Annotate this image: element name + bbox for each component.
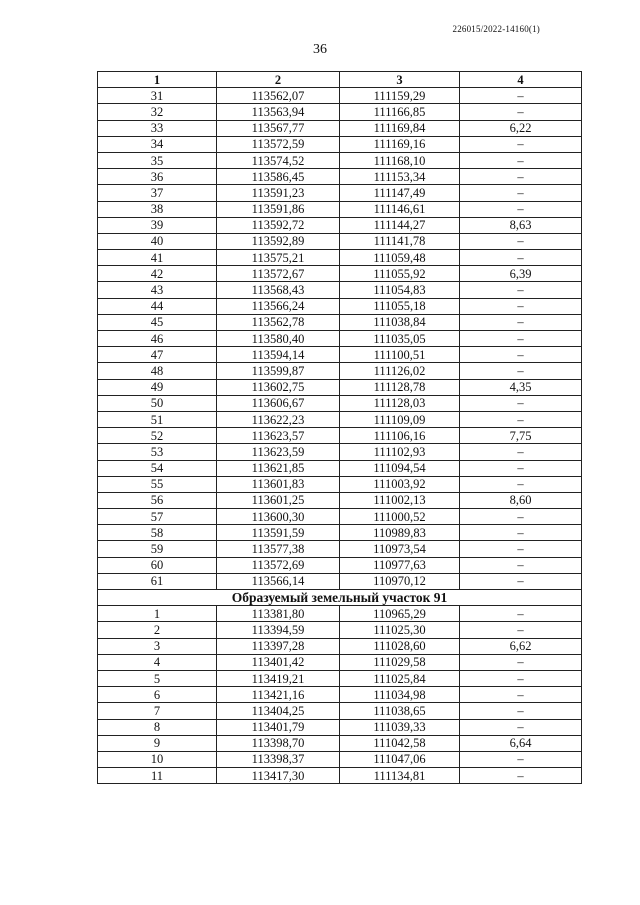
table-cell: 110989,83 [340, 525, 460, 541]
table-cell: 49 [98, 379, 217, 395]
table-cell: 111025,84 [340, 670, 460, 686]
table-row [98, 638, 582, 654]
table-row [98, 476, 582, 492]
table-cell: 113600,30 [217, 509, 340, 525]
table-cell: 113572,67 [217, 266, 340, 282]
table-cell: – [460, 557, 582, 573]
table-row [98, 120, 582, 136]
table-cell: 8,60 [460, 492, 582, 508]
table-cell: 111002,13 [340, 492, 460, 508]
table-cell: 2 [98, 622, 217, 638]
table-cell: 52 [98, 428, 217, 444]
table-cell: 113419,21 [217, 670, 340, 686]
table-cell: – [460, 282, 582, 298]
table-row [98, 266, 582, 282]
table-cell: 111144,27 [340, 217, 460, 233]
table-cell: 113592,89 [217, 233, 340, 249]
table-cell: 4,35 [460, 379, 582, 395]
table-cell: 113591,86 [217, 201, 340, 217]
table-row [98, 152, 582, 168]
table-cell: 111025,30 [340, 622, 460, 638]
table-cell: 113404,25 [217, 703, 340, 719]
table-cell: 111126,02 [340, 363, 460, 379]
table-cell: 111169,16 [340, 136, 460, 152]
table-cell: 8 [98, 719, 217, 735]
table-cell: 113566,14 [217, 573, 340, 589]
table-cell: 111038,84 [340, 314, 460, 330]
table-cell: 58 [98, 525, 217, 541]
table-cell: – [460, 185, 582, 201]
table-cell: 6,62 [460, 638, 582, 654]
table-cell: 38 [98, 201, 217, 217]
table-cell: 4 [98, 654, 217, 670]
table-cell: 113602,75 [217, 379, 340, 395]
section-title: Образуемый земельный участок 91 [98, 590, 582, 606]
table-row [98, 363, 582, 379]
table-cell: – [460, 703, 582, 719]
table-cell: 51 [98, 411, 217, 427]
table-row [98, 703, 582, 719]
table-cell: 113566,24 [217, 298, 340, 314]
table-cell: – [460, 411, 582, 427]
table-row [98, 768, 582, 784]
table-cell: – [460, 201, 582, 217]
table-cell: – [460, 606, 582, 622]
table-cell: 55 [98, 476, 217, 492]
table-cell: 113574,52 [217, 152, 340, 168]
table-cell: 113572,59 [217, 136, 340, 152]
table-row [98, 687, 582, 703]
table-cell: 111146,61 [340, 201, 460, 217]
table-cell: 111055,92 [340, 266, 460, 282]
table-cell: 6,22 [460, 120, 582, 136]
table-cell: 35 [98, 152, 217, 168]
table-cell: 36 [98, 169, 217, 185]
table-cell: 113417,30 [217, 768, 340, 784]
table-row [98, 525, 582, 541]
table-cell: 48 [98, 363, 217, 379]
table-cell: 113586,45 [217, 169, 340, 185]
column-header: 2 [217, 72, 340, 88]
table-row [98, 104, 582, 120]
table-cell: 110977,63 [340, 557, 460, 573]
table-cell: – [460, 298, 582, 314]
table-cell: 110970,12 [340, 573, 460, 589]
table-cell: – [460, 541, 582, 557]
table-cell: 113397,28 [217, 638, 340, 654]
table-cell: 111055,18 [340, 298, 460, 314]
table-cell: 46 [98, 331, 217, 347]
table-cell: 111169,84 [340, 120, 460, 136]
table-cell: 111000,52 [340, 509, 460, 525]
table-cell: 113591,23 [217, 185, 340, 201]
table-cell: 7,75 [460, 428, 582, 444]
table-cell: 56 [98, 492, 217, 508]
table-cell: 111042,58 [340, 735, 460, 751]
table-cell: 11 [98, 768, 217, 784]
table-cell: 113381,80 [217, 606, 340, 622]
table-cell: 40 [98, 233, 217, 249]
table-cell: 113606,67 [217, 395, 340, 411]
table-row [98, 88, 582, 104]
table-cell: 111029,58 [340, 654, 460, 670]
table-row [98, 185, 582, 201]
table-row [98, 298, 582, 314]
table-cell: – [460, 136, 582, 152]
table-row [98, 201, 582, 217]
table-cell: 113562,07 [217, 88, 340, 104]
table-cell: 57 [98, 509, 217, 525]
document-number: 226015/2022-14160(1) [452, 24, 540, 34]
table-cell: 111128,03 [340, 395, 460, 411]
table-row [98, 541, 582, 557]
table-cell: 113622,23 [217, 411, 340, 427]
table-cell: 110973,54 [340, 541, 460, 557]
table-cell: 113401,79 [217, 719, 340, 735]
table-cell: – [460, 476, 582, 492]
table-row [98, 573, 582, 589]
table-row [98, 509, 582, 525]
table-cell: 113567,77 [217, 120, 340, 136]
table-cell: – [460, 751, 582, 767]
table-cell: 113601,83 [217, 476, 340, 492]
table-cell: – [460, 104, 582, 120]
table-row [98, 557, 582, 573]
table-cell: 113592,72 [217, 217, 340, 233]
table-cell: 45 [98, 314, 217, 330]
table-row [98, 314, 582, 330]
table-cell: 10 [98, 751, 217, 767]
table-cell: 113401,42 [217, 654, 340, 670]
table-cell: – [460, 687, 582, 703]
table-cell: 111141,78 [340, 233, 460, 249]
table-cell: – [460, 363, 582, 379]
table-header-row [98, 72, 582, 88]
table-cell: 3 [98, 638, 217, 654]
table-cell: 113591,59 [217, 525, 340, 541]
table-cell: 113568,43 [217, 282, 340, 298]
table-cell: 111059,48 [340, 250, 460, 266]
table-cell: – [460, 670, 582, 686]
table-cell: 43 [98, 282, 217, 298]
table-row [98, 379, 582, 395]
column-header: 3 [340, 72, 460, 88]
table-cell: – [460, 331, 582, 347]
table-row [98, 428, 582, 444]
table-cell: 9 [98, 735, 217, 751]
table-cell: 113599,87 [217, 363, 340, 379]
table-cell: 6,39 [460, 266, 582, 282]
table-cell: 61 [98, 573, 217, 589]
table-cell: 111034,98 [340, 687, 460, 703]
table-row [98, 670, 582, 686]
table-cell: 111106,16 [340, 428, 460, 444]
table-row [98, 411, 582, 427]
table-cell: 113575,21 [217, 250, 340, 266]
table-row [98, 719, 582, 735]
table-cell: 113572,69 [217, 557, 340, 573]
table-cell: – [460, 654, 582, 670]
table-cell: 113562,78 [217, 314, 340, 330]
coordinates-table [97, 71, 582, 784]
table-cell: 111102,93 [340, 444, 460, 460]
table-cell: 111153,34 [340, 169, 460, 185]
table-row [98, 250, 582, 266]
table-cell: 111054,83 [340, 282, 460, 298]
table-cell: 111166,85 [340, 104, 460, 120]
table-cell: 113421,16 [217, 687, 340, 703]
table-cell: 6,64 [460, 735, 582, 751]
table-cell: 111168,10 [340, 152, 460, 168]
table-cell: – [460, 395, 582, 411]
table-cell: 111147,49 [340, 185, 460, 201]
table-cell: 50 [98, 395, 217, 411]
column-header: 1 [98, 72, 217, 88]
table-cell: 39 [98, 217, 217, 233]
table-cell: 111003,92 [340, 476, 460, 492]
table-cell: 113563,94 [217, 104, 340, 120]
table-cell: 111039,33 [340, 719, 460, 735]
page-number: 36 [313, 42, 327, 57]
table-cell: – [460, 525, 582, 541]
table-cell: 37 [98, 185, 217, 201]
table-cell: – [460, 250, 582, 266]
table-cell: – [460, 460, 582, 476]
table-row [98, 444, 582, 460]
table-row [98, 136, 582, 152]
table-row [98, 492, 582, 508]
table-cell: 113398,37 [217, 751, 340, 767]
table-cell: 113623,59 [217, 444, 340, 460]
table-cell: 7 [98, 703, 217, 719]
table-cell: – [460, 347, 582, 363]
table-row [98, 169, 582, 185]
table-cell: – [460, 573, 582, 589]
table-cell: 113398,70 [217, 735, 340, 751]
table-cell: 113594,14 [217, 347, 340, 363]
table-row [98, 751, 582, 767]
table-cell: 59 [98, 541, 217, 557]
table-cell: – [460, 169, 582, 185]
table-row [98, 217, 582, 233]
table-row [98, 233, 582, 249]
table-cell: 60 [98, 557, 217, 573]
table-cell: 31 [98, 88, 217, 104]
table-cell: 8,63 [460, 217, 582, 233]
table-row [98, 347, 582, 363]
table-cell: – [460, 444, 582, 460]
table-cell: 34 [98, 136, 217, 152]
table-cell: – [460, 509, 582, 525]
table-cell: 47 [98, 347, 217, 363]
column-header: 4 [460, 72, 582, 88]
table-cell: 110965,29 [340, 606, 460, 622]
table-cell: – [460, 314, 582, 330]
table-cell: 113601,25 [217, 492, 340, 508]
table-cell: 41 [98, 250, 217, 266]
table-row [98, 735, 582, 751]
table-cell: – [460, 622, 582, 638]
table-cell: – [460, 233, 582, 249]
table-cell: 111094,54 [340, 460, 460, 476]
table-cell: 113577,38 [217, 541, 340, 557]
table-cell: 113623,57 [217, 428, 340, 444]
table-cell: – [460, 768, 582, 784]
table-row [98, 331, 582, 347]
table-cell: – [460, 152, 582, 168]
table-row [98, 282, 582, 298]
table-cell: 54 [98, 460, 217, 476]
table-cell: 6 [98, 687, 217, 703]
table-cell: 111038,65 [340, 703, 460, 719]
table-cell: 111109,09 [340, 411, 460, 427]
table-cell: 111028,60 [340, 638, 460, 654]
table-cell: 111047,06 [340, 751, 460, 767]
table-cell: 44 [98, 298, 217, 314]
table-cell: 32 [98, 104, 217, 120]
table-cell: – [460, 719, 582, 735]
table-row [98, 460, 582, 476]
table-cell: 42 [98, 266, 217, 282]
section-row [98, 590, 582, 606]
table-cell: 113580,40 [217, 331, 340, 347]
table-cell: 113621,85 [217, 460, 340, 476]
table-row [98, 395, 582, 411]
table-cell: 111159,29 [340, 88, 460, 104]
table-cell: 5 [98, 670, 217, 686]
table-cell: 113394,59 [217, 622, 340, 638]
table-row [98, 622, 582, 638]
table-cell: 111100,51 [340, 347, 460, 363]
table-cell: 111035,05 [340, 331, 460, 347]
table-cell: – [460, 88, 582, 104]
table-cell: 111134,81 [340, 768, 460, 784]
table-row [98, 606, 582, 622]
table-cell: 53 [98, 444, 217, 460]
table-cell: 33 [98, 120, 217, 136]
table-cell: 111128,78 [340, 379, 460, 395]
table-cell: 1 [98, 606, 217, 622]
table-row [98, 654, 582, 670]
